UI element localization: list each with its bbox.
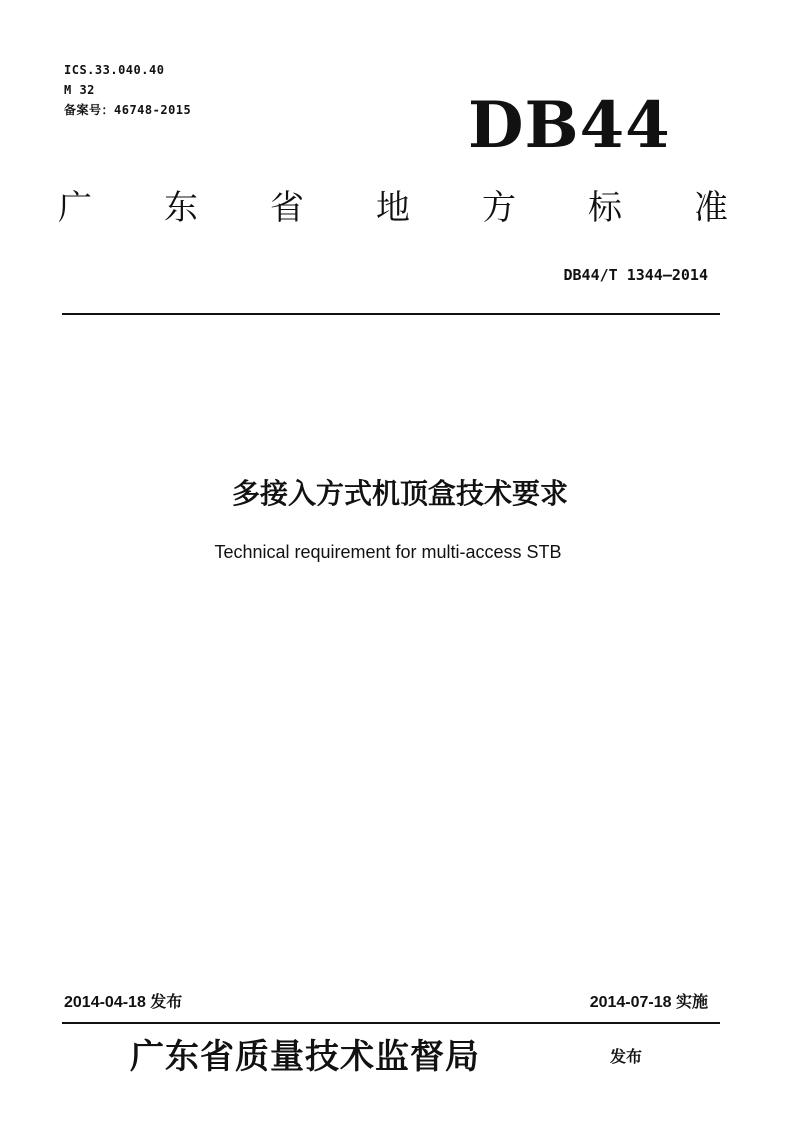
document-title-chinese: 多接入方式机顶盒技术要求 [231, 477, 568, 510]
standard-type-char: 东 [164, 188, 198, 228]
standard-type-char: 地 [376, 188, 410, 228]
standard-type-heading [58, 186, 728, 230]
document-title-english: Technical requirement for multi-access STB [214, 542, 562, 562]
issue-date: 2014-04-18 发布 [64, 994, 183, 1011]
standard-type-char: 广 [58, 188, 92, 228]
bottom-divider [62, 1022, 720, 1024]
standard-type-char: 标 [588, 188, 622, 228]
top-divider [62, 313, 720, 315]
standard-type-char: 方 [482, 188, 516, 228]
filing-number: 备案号：46748-2015 [64, 103, 192, 117]
classification-code: M 32 [64, 83, 95, 97]
db44-logo: DB44 [468, 88, 671, 163]
standard-number: DB44/T 1344—2014 [563, 266, 708, 284]
ics-code: ICS.33.040.40 [64, 63, 165, 77]
standard-type-char: 准 [694, 188, 728, 228]
issuing-label: 发布 [610, 1047, 643, 1066]
implementation-date: 2014-07-18 实施 [589, 994, 708, 1011]
standard-type-char: 省 [270, 188, 304, 228]
issuing-authority: 广东省质量技术监督局 [130, 1037, 480, 1077]
